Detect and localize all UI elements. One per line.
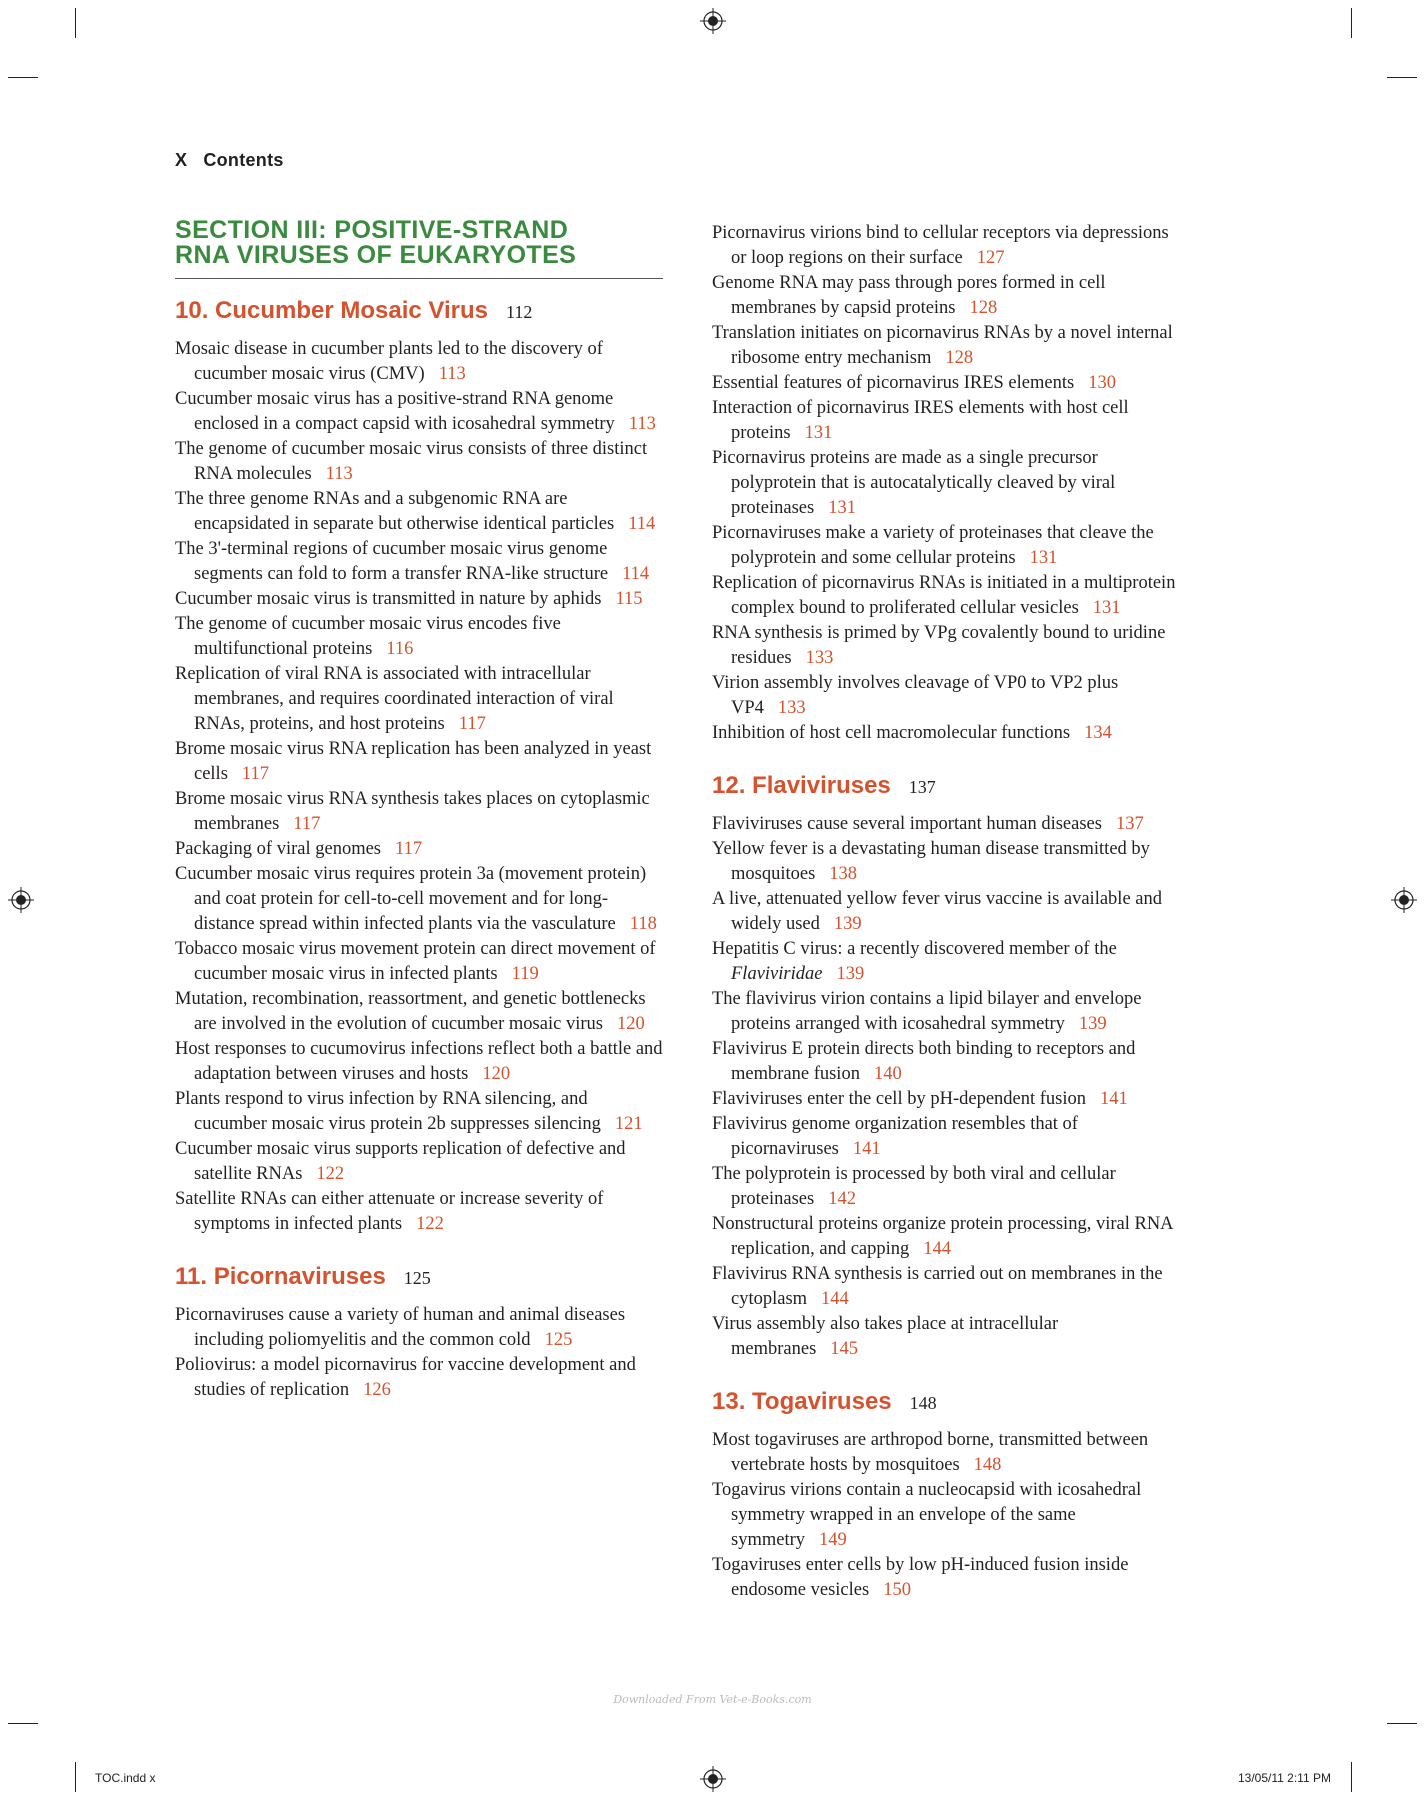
- entry-text: Genome RNA may pass through pores formed in cell membranes by capsid proteins: [712, 273, 1106, 318]
- entry-page: 122: [416, 1214, 444, 1234]
- entry-text: Host responses to cucumovirus infections reflect both a battle and adaptation between viruses and hosts: [175, 1039, 663, 1084]
- entry-page: 131: [1029, 548, 1058, 568]
- entry-text: Cucumber mosaic virus requires protein 3a (movement protein) and coat protein for cell-to-cell movement and for long-distance spread within infected plants via the vasculature: [175, 864, 647, 934]
- registration-mark-icon: [700, 8, 726, 34]
- entry-text: Tobacco mosaic virus movement protein can direct movement of cucumber mosaic virus in infected plants: [175, 939, 656, 984]
- entry-page: 127: [976, 248, 1005, 268]
- entry-page: 125: [544, 1330, 573, 1350]
- entry-text: Flavivirus genome organization resembles that of picornaviruses: [712, 1114, 1078, 1159]
- toc-entry[interactable]: [175, 1303, 663, 1353]
- toc-entry[interactable]: [712, 396, 1187, 446]
- toc-entry[interactable]: [712, 221, 1187, 271]
- entry-text: Cucumber mosaic virus supports replication of defective and satellite RNAs: [175, 1139, 626, 1184]
- entry-text: The 3'-terminal regions of cucumber mosaic virus genome segments can fold to form a transfer RNA-like structure: [175, 539, 609, 584]
- entry-text: Satellite RNAs can either attenuate or increase severity of symptoms in infected plants: [175, 1189, 604, 1234]
- entry-text: Virion assembly involves cleavage of VP0 to VP2 plus VP4: [712, 673, 1119, 718]
- entry-text: Mosaic disease in cucumber plants led to the discovery of cucumber mosaic virus (CMV): [175, 339, 603, 384]
- entry-page: 134: [1084, 723, 1112, 743]
- entry-text: RNA synthesis is primed by VPg covalently bound to uridine residues: [712, 623, 1166, 668]
- toc-entry[interactable]: [712, 521, 1187, 571]
- entry-page: 114: [622, 564, 650, 584]
- entry-text: Yellow fever is a devastating human disease transmitted by mosquitoes: [712, 839, 1150, 884]
- crop-mark: [1387, 77, 1417, 78]
- toc-entry[interactable]: [175, 537, 663, 587]
- entry-page: 138: [829, 864, 858, 884]
- toc-entry[interactable]: [175, 1087, 663, 1137]
- chapter-title: 10. Cucumber Mosaic Virus: [175, 297, 489, 324]
- running-head: [175, 150, 284, 171]
- toc-column-right: [712, 221, 1187, 1603]
- entry-page: 116: [386, 639, 414, 659]
- entry-page: 117: [395, 839, 423, 859]
- crop-mark: [75, 8, 76, 38]
- entry-page: 133: [805, 648, 834, 668]
- entry-page: 145: [830, 1339, 859, 1359]
- entry-page: 120: [482, 1064, 511, 1084]
- entry-page: 117: [458, 714, 486, 734]
- entry-page: 114: [628, 514, 656, 534]
- entry-text: Mutation, recombination, reassortment, and genetic bottlenecks are involved in the evolution of cucumber mosaic virus: [175, 989, 646, 1034]
- entry-page: 150: [883, 1580, 911, 1600]
- entry-page: 126: [363, 1380, 391, 1400]
- toc-entry[interactable]: [712, 621, 1187, 671]
- toc-entry[interactable]: [712, 1162, 1187, 1212]
- entry-text: Brome mosaic virus RNA replication has been analyzed in yeast cells: [175, 739, 652, 784]
- entry-text: Flavivirus RNA synthesis is carried out on membranes in the cytoplasm: [712, 1264, 1163, 1309]
- entry-page: 113: [628, 414, 656, 434]
- toc-entry[interactable]: [175, 587, 663, 612]
- entry-text: Most togaviruses are arthropod borne, transmitted between vertebrate hosts by mosquitoes: [712, 1430, 1149, 1475]
- entry-page: 140: [873, 1064, 902, 1084]
- toc-entry[interactable]: [712, 1262, 1187, 1312]
- entry-text: Flavivirus E protein directs both binding to receptors and membrane fusion: [712, 1039, 1136, 1084]
- entry-page: 142: [828, 1189, 856, 1209]
- toc-entry[interactable]: [712, 446, 1187, 521]
- toc-entry[interactable]: [175, 837, 663, 862]
- toc-entry[interactable]: [175, 337, 663, 387]
- entry-page: 113: [438, 364, 466, 384]
- date-slug: 13/05/11 2:11 PM: [1238, 1771, 1331, 1785]
- entry-page: 148: [973, 1455, 1002, 1475]
- entry-text: A live, attenuated yellow fever virus vaccine is available and widely used: [712, 889, 1162, 934]
- toc-entry[interactable]: [712, 837, 1187, 887]
- entry-text: Flaviviruses enter the cell by pH-dependent fusion: [712, 1089, 1087, 1109]
- chapter-heading-10[interactable]: [175, 297, 663, 325]
- section-heading-line: SECTION III: POSITIVE-STRAND: [175, 216, 569, 244]
- entry-text: Brome mosaic virus RNA synthesis takes places on cytoplasmic membranes: [175, 789, 650, 834]
- toc-entry[interactable]: [175, 1137, 663, 1187]
- registration-mark-icon: [700, 1766, 726, 1792]
- entry-page: 113: [325, 464, 353, 484]
- page-folio: X: [175, 150, 188, 170]
- toc-entry[interactable]: [175, 387, 663, 437]
- toc-entry[interactable]: [175, 787, 663, 837]
- entry-text: Packaging of viral genomes: [175, 839, 382, 859]
- registration-mark-icon: [8, 887, 34, 913]
- entry-text: The flavivirus virion contains a lipid bilayer and envelope proteins arranged with icosahedral symmetry: [712, 989, 1142, 1034]
- entry-text: Picornaviruses cause a variety of human and animal diseases including poliomyelitis and the common cold: [175, 1305, 626, 1350]
- entry-text: Togaviruses enter cells by low pH-induced fusion inside endosome vesicles: [712, 1555, 1129, 1600]
- entry-page: 144: [923, 1239, 952, 1259]
- entry-page: 131: [828, 498, 856, 518]
- entry-text: Cucumber mosaic virus has a positive-strand RNA genome enclosed in a compact capsid with icosahedral symmetry: [175, 389, 615, 434]
- crop-mark: [8, 77, 38, 78]
- chapter-title: 11. Picornaviruses: [175, 1263, 386, 1290]
- crop-mark: [1351, 8, 1352, 38]
- toc-entry[interactable]: [712, 1428, 1187, 1478]
- chapter-title: 13. Togaviruses: [712, 1388, 892, 1415]
- entry-italic-term: Flaviviridae: [731, 964, 823, 984]
- entry-page: 144: [821, 1289, 849, 1309]
- entry-page: 122: [316, 1164, 345, 1184]
- toc-entry[interactable]: [712, 1037, 1187, 1087]
- entry-text: Nonstructural proteins organize protein processing, viral RNA replication, and capping: [712, 1214, 1173, 1259]
- toc-entry[interactable]: [175, 437, 663, 487]
- toc-entry[interactable]: [712, 371, 1187, 396]
- chapter-page: 148: [909, 1393, 937, 1413]
- entry-page: 119: [511, 964, 539, 984]
- entry-page: 120: [616, 1014, 645, 1034]
- entry-text: Plants respond to virus infection by RNA silencing, and cucumber mosaic virus protein 2b suppresses silencing: [175, 1089, 601, 1134]
- entry-page: 128: [945, 348, 974, 368]
- entry-text: Interaction of picornavirus IRES elements with host cell proteins: [712, 398, 1129, 443]
- registration-mark-icon: [1391, 887, 1417, 913]
- entry-text: Inhibition of host cell macromolecular functions: [712, 723, 1071, 743]
- toc-entry[interactable]: [712, 1212, 1187, 1262]
- toc-entry[interactable]: [175, 937, 663, 987]
- toc-entry[interactable]: [712, 271, 1187, 321]
- chapter-page: 137: [908, 777, 936, 797]
- entry-page: 141: [852, 1139, 881, 1159]
- toc-entry[interactable]: [712, 1478, 1187, 1553]
- entry-text: Picornavirus proteins are made as a single precursor polyprotein that is autocatalytically cleaved by viral proteinases: [712, 448, 1116, 518]
- crop-mark: [75, 1762, 76, 1792]
- chapter-page: 125: [403, 1268, 431, 1288]
- chapter-heading-13[interactable]: [712, 1388, 1187, 1416]
- section-heading: [175, 218, 663, 279]
- chapter-page: 112: [506, 302, 533, 322]
- entry-page: 117: [293, 814, 321, 834]
- entry-text: Replication of viral RNA is associated with intracellular membranes, and requires coordinated interaction of viral RNAs, proteins, and host proteins: [175, 664, 614, 734]
- entry-text: Picornavirus virions bind to cellular receptors via depressions or loop regions on their surface: [712, 223, 1169, 268]
- toc-entry[interactable]: [175, 1187, 663, 1237]
- file-slug: TOC.indd x: [95, 1771, 156, 1785]
- chapter-title: 12. Flaviviruses: [712, 772, 891, 799]
- toc-entry[interactable]: [175, 662, 663, 737]
- entry-text: Replication of picornavirus RNAs is initiated in a multiprotein complex bound to proliferated cellular vesicles: [712, 573, 1176, 618]
- entry-page: 121: [614, 1114, 643, 1134]
- toc-entry[interactable]: [712, 987, 1187, 1037]
- toc-entry[interactable]: [712, 1553, 1187, 1603]
- toc-entry[interactable]: [712, 1312, 1187, 1362]
- entry-text: Picornaviruses make a variety of proteinases that cleave the polyprotein and some cellular proteins: [712, 523, 1154, 568]
- crop-mark: [1387, 1723, 1417, 1724]
- toc-entry[interactable]: [712, 571, 1187, 621]
- chapter-heading-12[interactable]: [712, 772, 1187, 800]
- entry-page: 141: [1100, 1089, 1128, 1109]
- entry-page: 117: [241, 764, 269, 784]
- entry-text: Cucumber mosaic virus is transmitted in nature by aphids: [175, 589, 602, 609]
- chapter-heading-11[interactable]: [175, 1263, 663, 1291]
- watermark: Downloaded From Vet-e-Books.com: [613, 1693, 812, 1706]
- entry-page: 131: [1092, 598, 1121, 618]
- entry-page: 131: [804, 423, 833, 443]
- entry-page: 149: [819, 1530, 847, 1550]
- entry-text: Togavirus virions contain a nucleocapsid with icosahedral symmetry wrapped in an envelope of the same symmetry: [712, 1480, 1142, 1550]
- toc-entry[interactable]: [712, 321, 1187, 371]
- toc-entry[interactable]: [712, 721, 1187, 746]
- crop-mark: [1351, 1762, 1352, 1792]
- toc-entry[interactable]: [175, 612, 663, 662]
- toc-entry[interactable]: [712, 1112, 1187, 1162]
- toc-entry[interactable]: [712, 887, 1187, 937]
- toc-entry[interactable]: [712, 812, 1187, 837]
- crop-mark: [8, 1723, 38, 1724]
- toc-entry[interactable]: [175, 737, 663, 787]
- toc-entry[interactable]: [712, 937, 1187, 987]
- entry-text: The polyprotein is processed by both viral and cellular proteinases: [712, 1164, 1116, 1209]
- entry-page: 139: [836, 964, 865, 984]
- entry-text: The genome of cucumber mosaic virus consists of three distinct RNA molecules: [175, 439, 648, 484]
- entry-text: Poliovirus: a model picornavirus for vaccine development and studies of replication: [175, 1355, 636, 1400]
- toc-entry[interactable]: [712, 1087, 1187, 1112]
- toc-column-left: [175, 218, 663, 1403]
- entry-text: Translation initiates on picornavirus RNAs by a novel internal ribosome entry mechanism: [712, 323, 1173, 368]
- section-heading-line: RNA VIRUSES OF EUKARYOTES: [175, 241, 577, 269]
- running-head-title: Contents: [203, 150, 284, 170]
- entry-text: Hepatitis C virus: a recently discovered member of the: [712, 939, 1117, 959]
- entry-text: The genome of cucumber mosaic virus encodes five multifunctional proteins: [175, 614, 561, 659]
- toc-entry[interactable]: [175, 862, 663, 937]
- toc-entry[interactable]: [712, 671, 1187, 721]
- entry-page: 130: [1088, 373, 1116, 393]
- entry-page: 133: [777, 698, 806, 718]
- entry-text: Flaviviruses cause several important human diseases: [712, 814, 1102, 834]
- entry-text: Essential features of picornavirus IRES elements: [712, 373, 1075, 393]
- toc-entry[interactable]: [175, 1037, 663, 1087]
- entry-page: 137: [1115, 814, 1144, 834]
- entry-text: Virus assembly also takes place at intracellular membranes: [712, 1314, 1059, 1359]
- entry-page: 139: [1078, 1014, 1107, 1034]
- entry-page: 118: [629, 914, 657, 934]
- entry-text: The three genome RNAs and a subgenomic RNA are encapsidated in separate but otherwise identical particles: [175, 489, 615, 534]
- toc-entry[interactable]: [175, 487, 663, 537]
- toc-entry[interactable]: [175, 987, 663, 1037]
- toc-entry[interactable]: [175, 1353, 663, 1403]
- entry-page: 139: [833, 914, 862, 934]
- entry-page: 115: [615, 589, 643, 609]
- entry-page: 128: [969, 298, 998, 318]
